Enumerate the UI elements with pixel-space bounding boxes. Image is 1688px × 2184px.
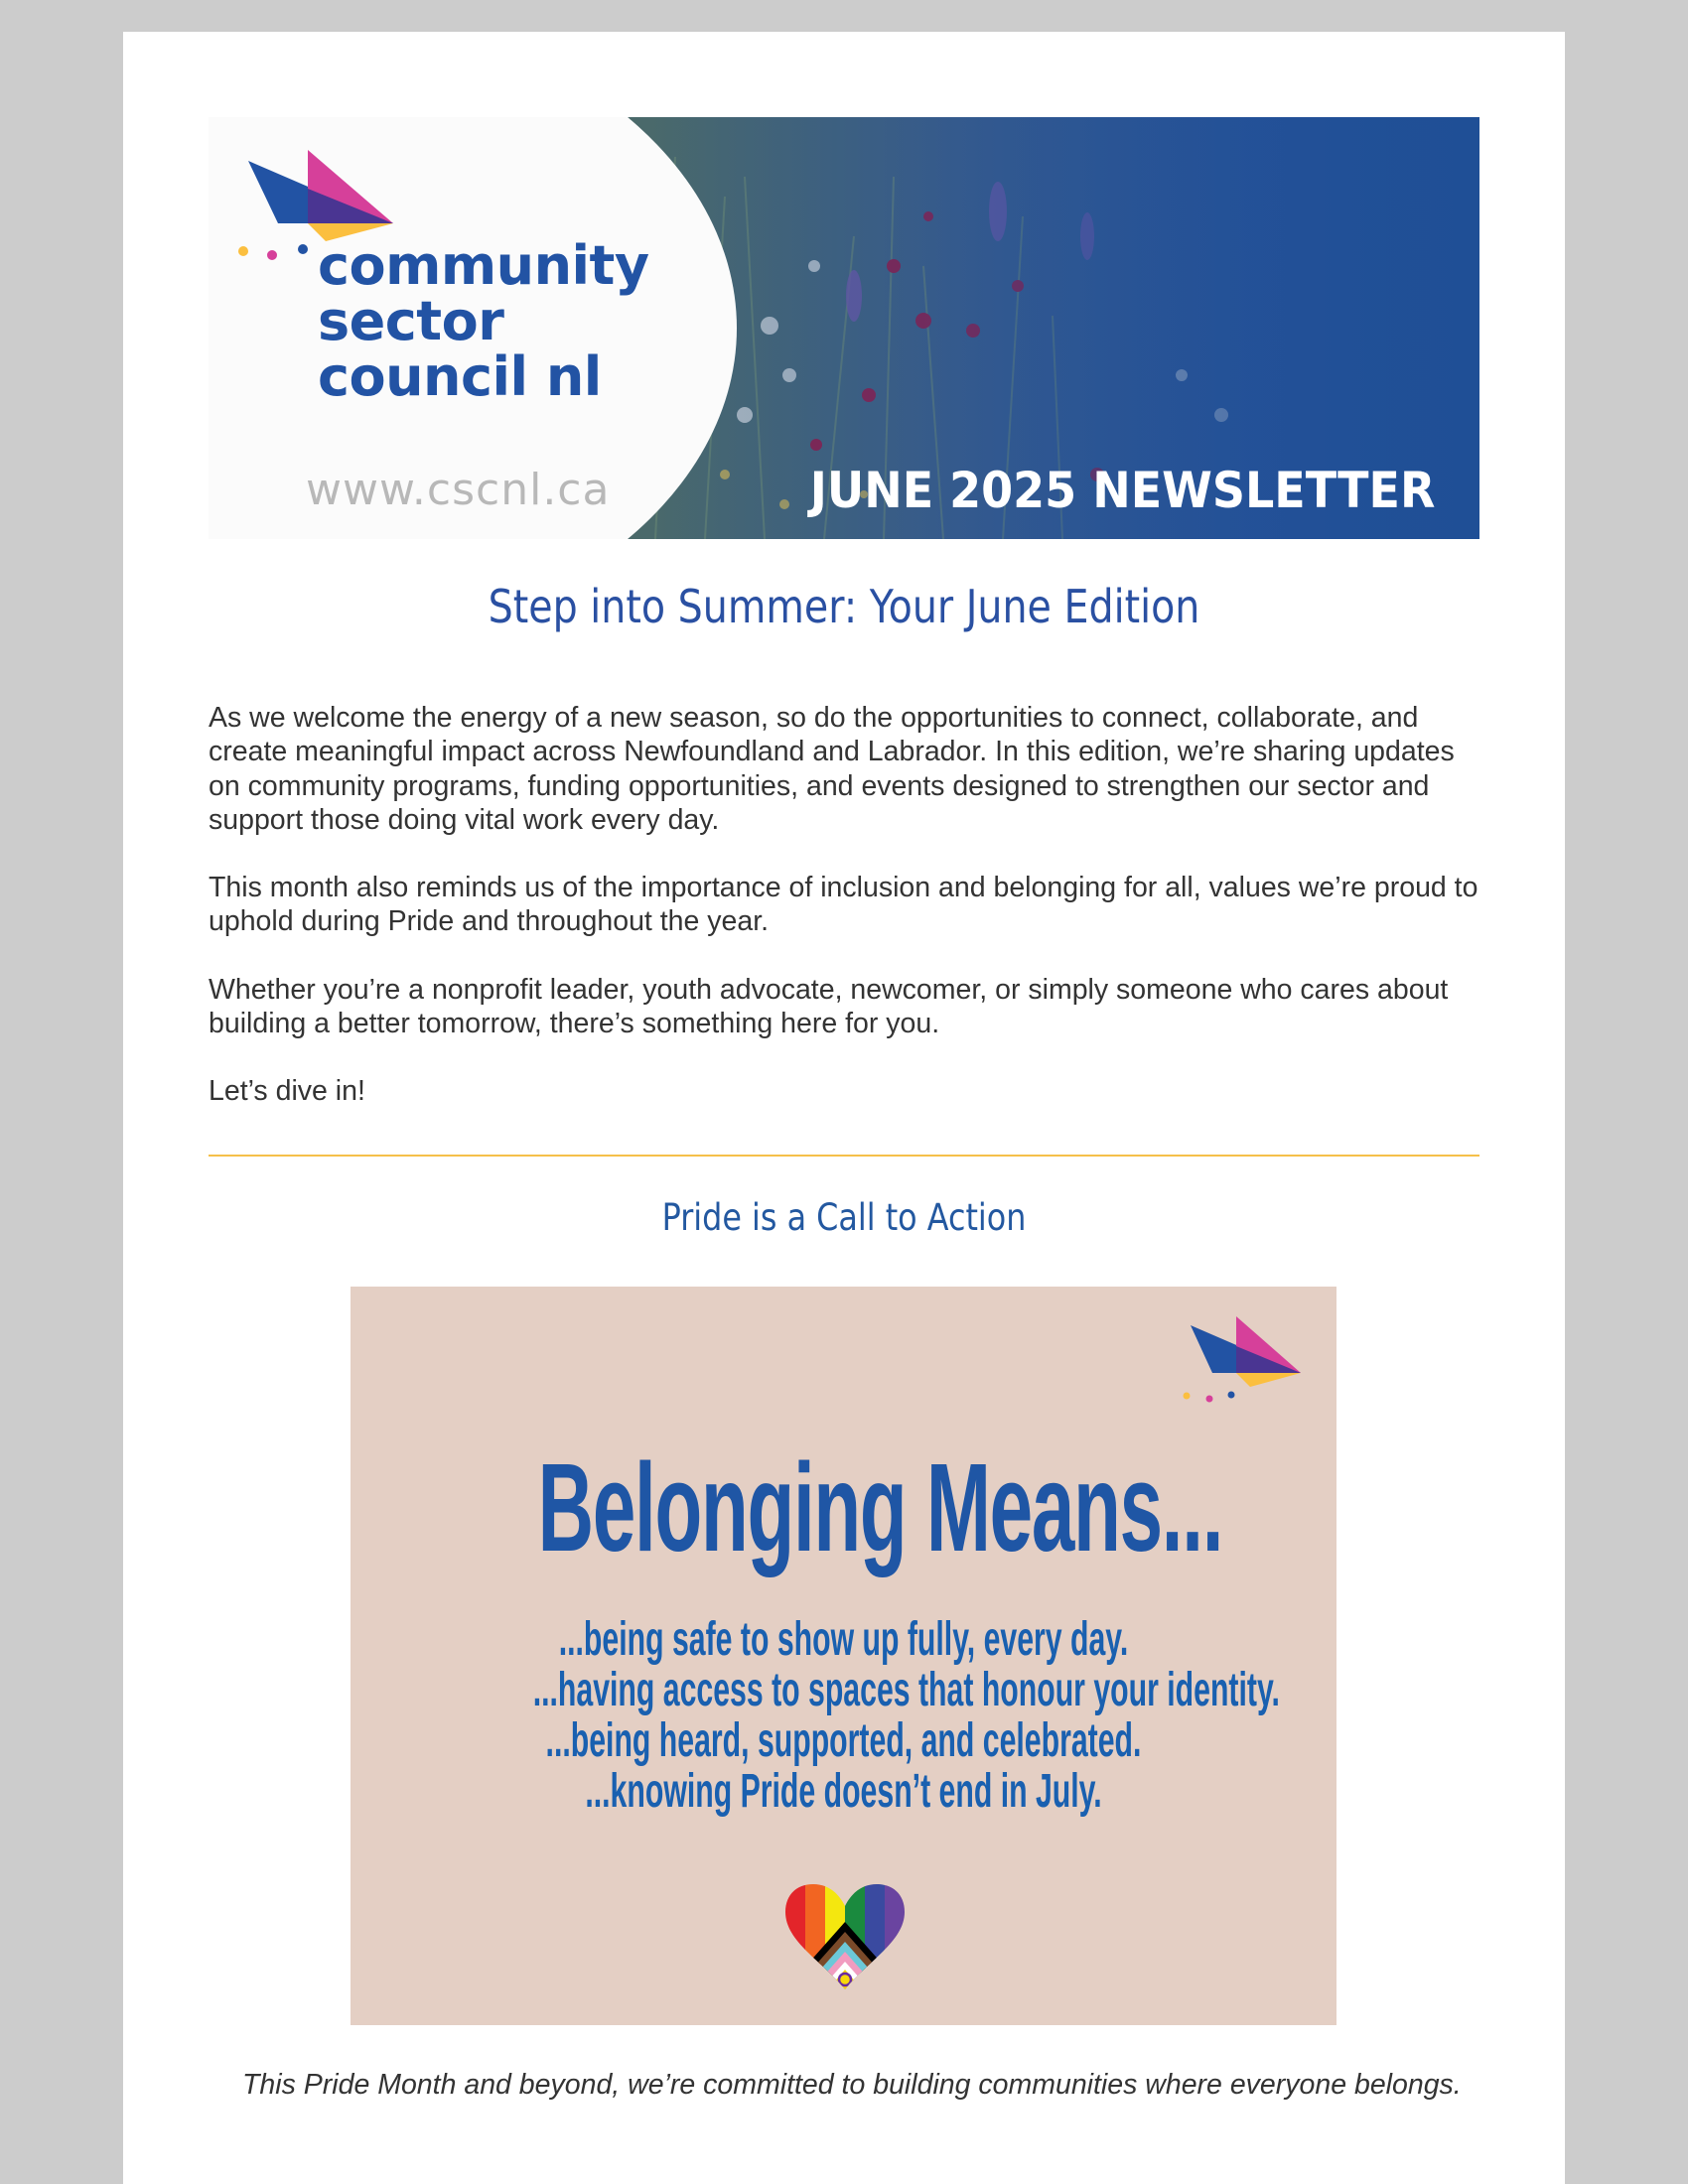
belonging-headline: Belonging Means... [537,1437,1223,1577]
pride-closing-text: This Pride Month and beyond, we’re committed to building communities where everyone belongs. [242,2069,1462,2101]
intro-text [209,701,1489,1143]
section-divider [209,1155,1479,1157]
organization-name [318,234,649,408]
org-name-line: community [318,234,649,297]
edition-label: JUNE 2025 NEWSLETTER [809,462,1435,519]
belonging-line: ...being heard, supported, and celebrated. [545,1714,1142,1767]
org-name-line: council nl [318,345,602,408]
intro-paragraph: Let’s dive in! [209,1075,365,1108]
belonging-lines [351,1614,1336,1817]
org-name-line: sector [318,290,504,352]
newsletter-banner [209,117,1479,539]
belonging-line: ...having access to spaces that honour your identity. [532,1664,1280,1716]
intro-paragraph: Whether you’re a nonprofit leader, youth advocate, newcomer, or simply someone who cares about building a better tomorrow, there’s something here for you. [209,973,1449,1040]
belonging-line: ...knowing Pride doesn’t end in July. [585,1765,1102,1818]
belonging-means-graphic [351,1287,1336,2025]
intro-paragraph: As we welcome the energy of a new season, so do the opportunities to connect, collaborate, and create meaningful impact across Newfoundland and Labrador. In this edition, we’re sharing updates on community programs, funding opportunities, and events designed to strengthen our sector and support those doing vital work every day. [209,702,1455,836]
website-link[interactable]: www.cscnl.ca [306,465,611,515]
newsletter-title: Step into Summer: Your June Edition [488,580,1200,633]
intro-paragraph: This month also reminds us of the importance of inclusion and belonging for all, values we’re proud to uphold during Pride and throughout the year. [209,872,1478,938]
pride-section-heading: Pride is a Call to Action [661,1196,1027,1239]
progress-pride-heart-icon [783,1882,907,1993]
cscnl-logo-icon [1165,1306,1304,1406]
belonging-line: ...being safe to show up fully, every day. [558,1613,1129,1666]
